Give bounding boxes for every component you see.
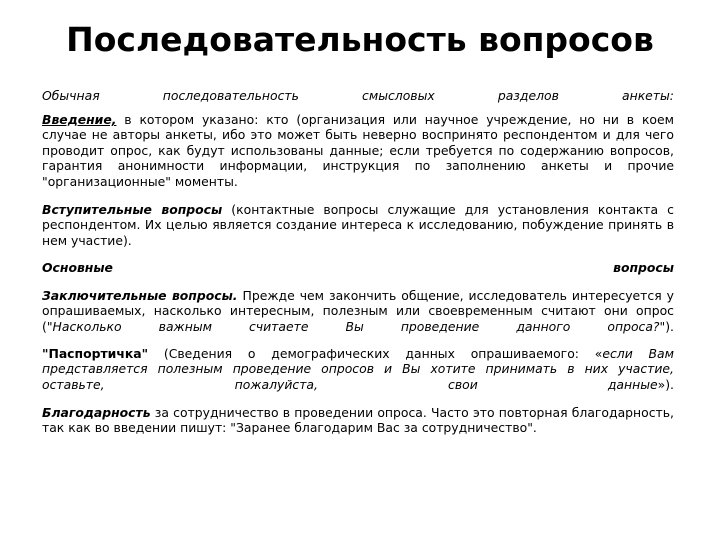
paragraph-text: в котором указано: кто (организация или научное учреждение, но ни в коем случае не авторы анкеты, ибо это может быть неверно воспринято респондентом и для чего проводит опрос, как будут использованы данные; если требуется по содержанию вопросов, гарантия анонимности информации, инструкция по заполнению анкеты и прочие "организационные" моменты. [42, 112, 674, 189]
paragraph-text-end: »). [657, 376, 674, 392]
paragraph-text: Прежде чем закончить общение, исследователь интересуется у опрашиваемых, насколько интересным, полезным или своевременным считают они опрос ( [42, 288, 675, 334]
paragraph-text: за сотрудничество в проведении опроса. Часто это повторная благодарность, так как во введении пишут: "Заранее благодарим Вас за сотрудничество". [42, 405, 674, 436]
intro-word: анкеты: [622, 88, 674, 103]
intro-word: последовательность [162, 88, 299, 103]
intro-word: Обычная [42, 88, 100, 103]
paragraph-main-questions [42, 260, 674, 275]
page-title: Последовательность вопросов [66, 20, 654, 59]
intro-word: смысловых [362, 88, 435, 103]
main-questions-word: Основные [42, 260, 113, 275]
term-opening-questions: Вступительные вопросы [42, 202, 223, 217]
term-passport: "Паспортичка" [42, 346, 149, 361]
paragraph-introduction [42, 112, 674, 189]
paragraph-gratitude [42, 405, 674, 436]
paragraph-text-end: ). [665, 318, 674, 334]
paragraph-text: (контактные вопросы служащие для установления контакта с респондентом. Их целью является создание интереса к исследованию, побуждение принять в нем участие). [42, 202, 674, 248]
term-closing-questions: Заключительные вопросы. [42, 288, 238, 303]
intro-line [42, 88, 674, 103]
closing-quote: "Насколько важным считаете Вы проведение данного опроса?" [46, 318, 666, 334]
passport-quote: если Вам представляется полезным проведение опросов и Вы хотите принимать в них участие, оставьте, пожалуйста, свои данные [42, 346, 674, 392]
main-questions-word: вопросы [613, 260, 674, 275]
paragraph-closing-questions [42, 288, 674, 334]
paragraph-passport [42, 346, 674, 392]
paragraph-text: (Сведения о демографических данных опрашиваемого: « [148, 346, 603, 361]
term-gratitude: Благодарность [42, 405, 151, 420]
paragraph-opening-questions [42, 202, 674, 248]
term-introduction: Введение, [42, 112, 117, 127]
intro-word: разделов [497, 88, 559, 103]
